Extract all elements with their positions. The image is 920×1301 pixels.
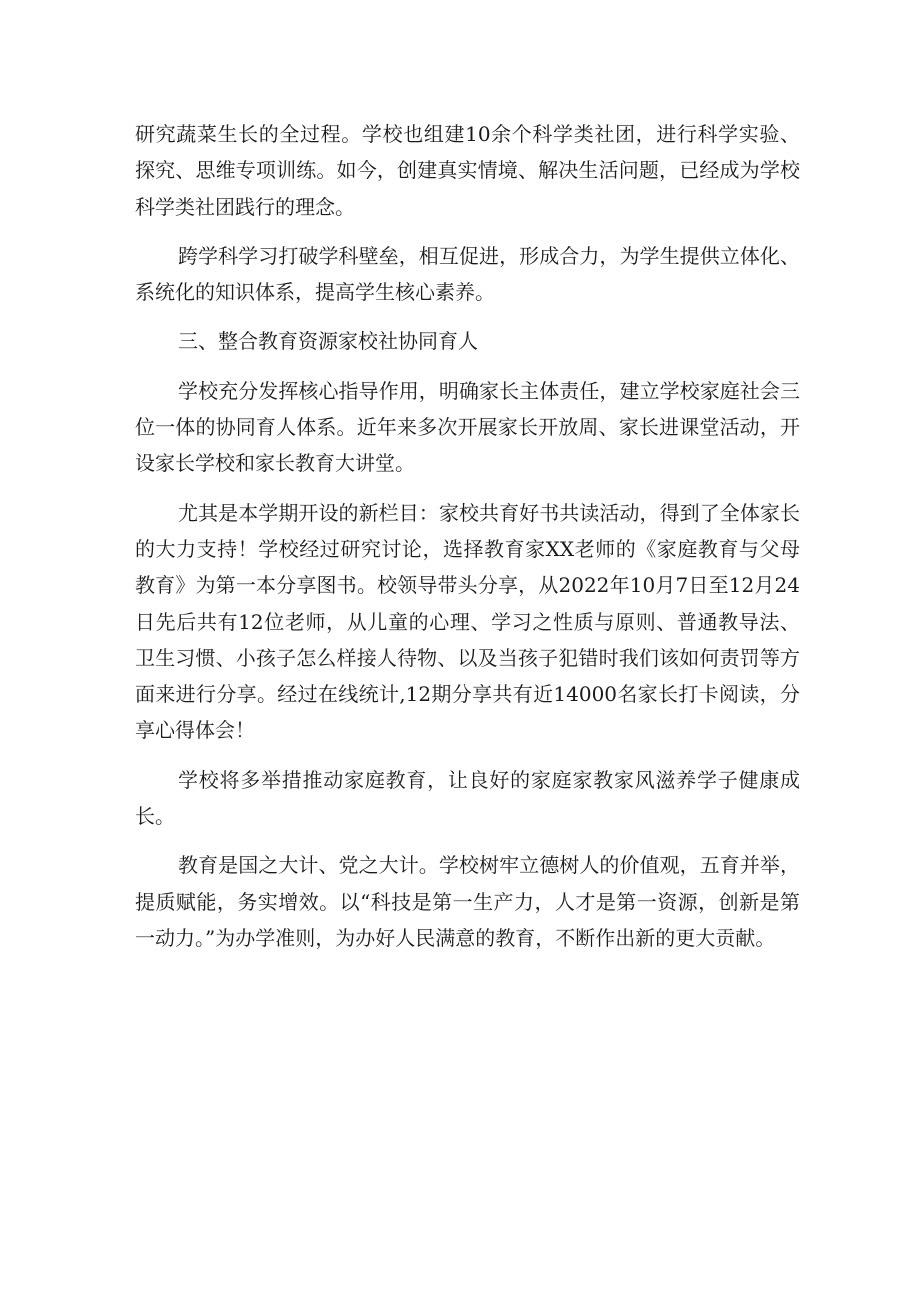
paragraph-reading-activity: 尤其是本学期开设的新栏目：家校共育好书共读活动，得到了全体家长的大力支持！学校经过研究讨论，选择教育家XX老师的《家庭教育与父母教育》为第一本分享图书。校领导带头分享，从2022年10月7日至12月24日先后共有12位老师，从儿童的心理、学习之性质与原则、普通教导法、卫生习惯、小孩子怎么样接人待物、以及当孩子犯错时我们该如何责罚等方面来进行分享。经过在线统计,12期分享共有近14000名家长打卡阅读，分享心得体会！ — [135, 500, 800, 743]
paragraph-interdisciplinary: 跨学科学习打破学科壁垒，相互促进，形成合力，为学生提供立体化、系统化的知识体系，提高学生核心素养。 — [135, 243, 800, 305]
paragraph-science-clubs: 研究蔬菜生长的全过程。学校也组建10余个科学类社团，进行科学实验、探究、思维专项训练。如今，创建真实情境、解决生活问题，已经成为学校科学类社团践行的理念。 — [135, 122, 800, 219]
paragraph-family-education: 学校将多举措推动家庭教育，让良好的家庭家教家风滋养学子健康成长。 — [135, 767, 800, 829]
document-body — [135, 116, 800, 956]
section-heading: 三、整合教育资源家校社协同育人 — [178, 329, 478, 354]
paragraph-conclusion: 教育是国之大计、党之大计。学校树牢立德树人的价值观，五育并举，提质赋能，务实增效。以“科技是第一生产力，人才是第一资源，创新是第一动力。”为办学准则，为办好人民满意的教育，不断作出新的更大贡献。 — [135, 853, 800, 950]
paragraph-coeducation-system: 学校充分发挥核心指导作用，明确家长主体责任，建立学校家庭社会三位一体的协同育人体系。近年来多次开展家长开放周、家长进课堂活动，开设家长学校和家长教育大讲堂。 — [135, 378, 800, 476]
